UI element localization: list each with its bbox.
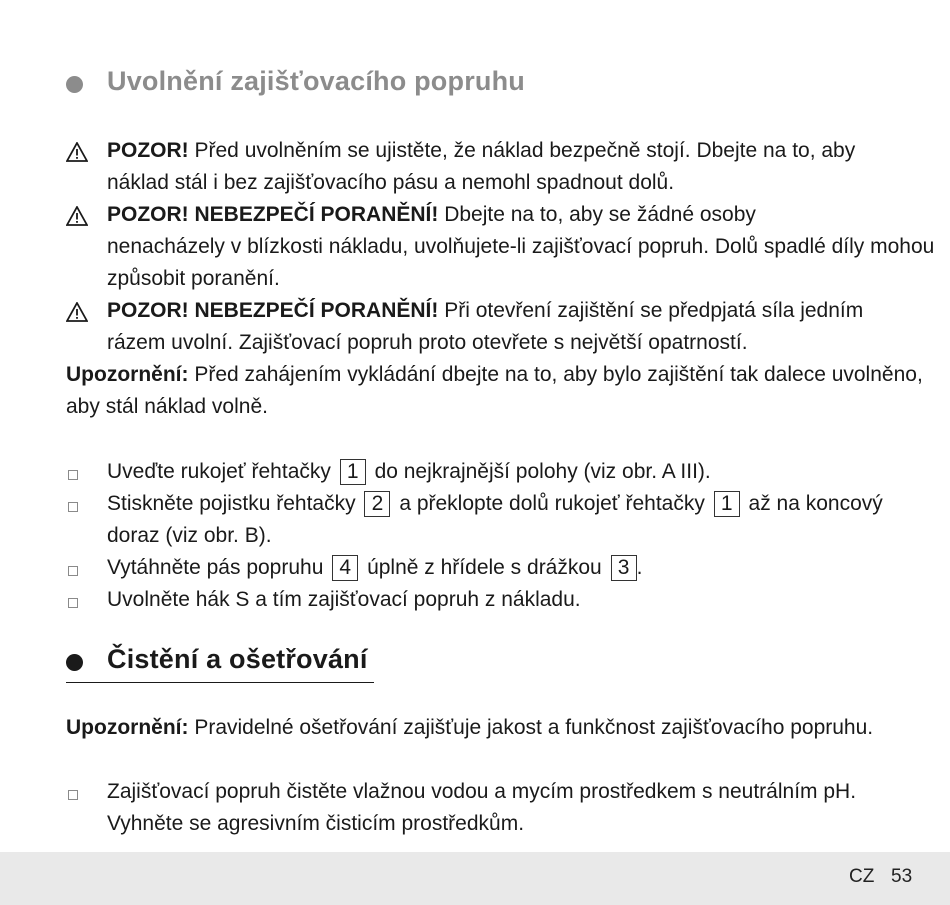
step-checkbox-icon: [68, 470, 78, 480]
note-2: Upozornění: Pravidelné ošetřování zajišťuje jakost a funkčnost zajišťovacího popruhu.: [66, 716, 874, 739]
step-checkbox-icon: [68, 598, 78, 608]
warning-label: POZOR! NEBEZPEČÍ PORANĚNÍ!: [107, 203, 439, 226]
part-ref-badge: 2: [364, 491, 390, 517]
step-4: Uvolněte hák S a tím zajišťovací popruh z nákladu.: [107, 588, 581, 611]
note-label: Upozornění:: [66, 363, 189, 386]
warning-1-line-2: náklad stál i bez zajišťovacího pásu a nemohl spadnout dolů.: [107, 171, 675, 194]
care-line-1: Zajišťovací popruh čistěte vlažnou vodou a mycím prostředkem s neutrálním pH.: [107, 780, 857, 803]
step-3: Vytáhněte pás popruhu 4 úplně z hřídele s drážkou 3 .: [107, 556, 643, 579]
warning-triangle-icon: [66, 302, 88, 322]
warning-label: POZOR!: [107, 139, 189, 162]
step-checkbox-icon: [68, 566, 78, 576]
warning-triangle-icon: [66, 206, 88, 226]
step-checkbox-icon: [68, 502, 78, 512]
step-1: Uveďte rukojeť řehtačky 1 do nejkrajnější polohy (viz obr. A III).: [107, 460, 711, 483]
section-title-cleaning: Čistění a ošetřování: [107, 644, 368, 674]
section-bullet-icon: [66, 76, 83, 93]
note-1-line-2: aby stál náklad volně.: [66, 395, 268, 418]
section-underline: [66, 682, 374, 683]
warning-label: POZOR! NEBEZPEČÍ PORANĚNÍ!: [107, 299, 439, 322]
step-2-line-1: Stiskněte pojistku řehtačky 2 a překlopte dolů rukojeť řehtačky 1 až na koncový: [107, 492, 883, 515]
page-footer: [0, 852, 950, 905]
footer-language: CZ: [849, 866, 875, 887]
warning-2-line-3: způsobit poranění.: [107, 267, 280, 290]
note-label: Upozornění:: [66, 716, 189, 739]
warning-2-line-2: nenacházely v blízkosti nákladu, uvolňujete-li zajišťovací popruh. Dolů spadlé díly mohou: [107, 235, 935, 258]
care-line-2: Vyhněte se agresivním čisticím prostředkům.: [107, 812, 525, 835]
footer-page-number: 53: [891, 866, 913, 887]
note-1-line-1: Upozornění: Před zahájením vykládání dbejte na to, aby bylo zajištění tak dalece uvolněno,: [66, 363, 923, 386]
part-ref-badge: 1: [340, 459, 366, 485]
warning-triangle-icon: [66, 142, 88, 162]
warning-1-line-1: POZOR! Před uvolněním se ujistěte, že náklad bezpečně stojí. Dbejte na to, aby: [107, 139, 856, 162]
warning-2-line-1: POZOR! NEBEZPEČÍ PORANĚNÍ! Dbejte na to, aby se žádné osoby: [107, 203, 756, 226]
step-2-line-2: doraz (viz obr. B).: [107, 524, 272, 547]
warning-3-line-1: POZOR! NEBEZPEČÍ PORANĚNÍ! Při otevření zajištění se předpjatá síla jedním: [107, 299, 864, 322]
part-ref-badge: 4: [332, 555, 358, 581]
part-ref-badge: 3: [611, 555, 637, 581]
warning-3-line-2: rázem uvolní. Zajišťovací popruh proto otevřete s největší opatrností.: [107, 331, 748, 354]
section-bullet-icon: [66, 654, 83, 671]
part-ref-badge: 1: [714, 491, 740, 517]
section-title-release: Uvolnění zajišťovacího popruhu: [107, 66, 525, 96]
step-checkbox-icon: [68, 790, 78, 800]
